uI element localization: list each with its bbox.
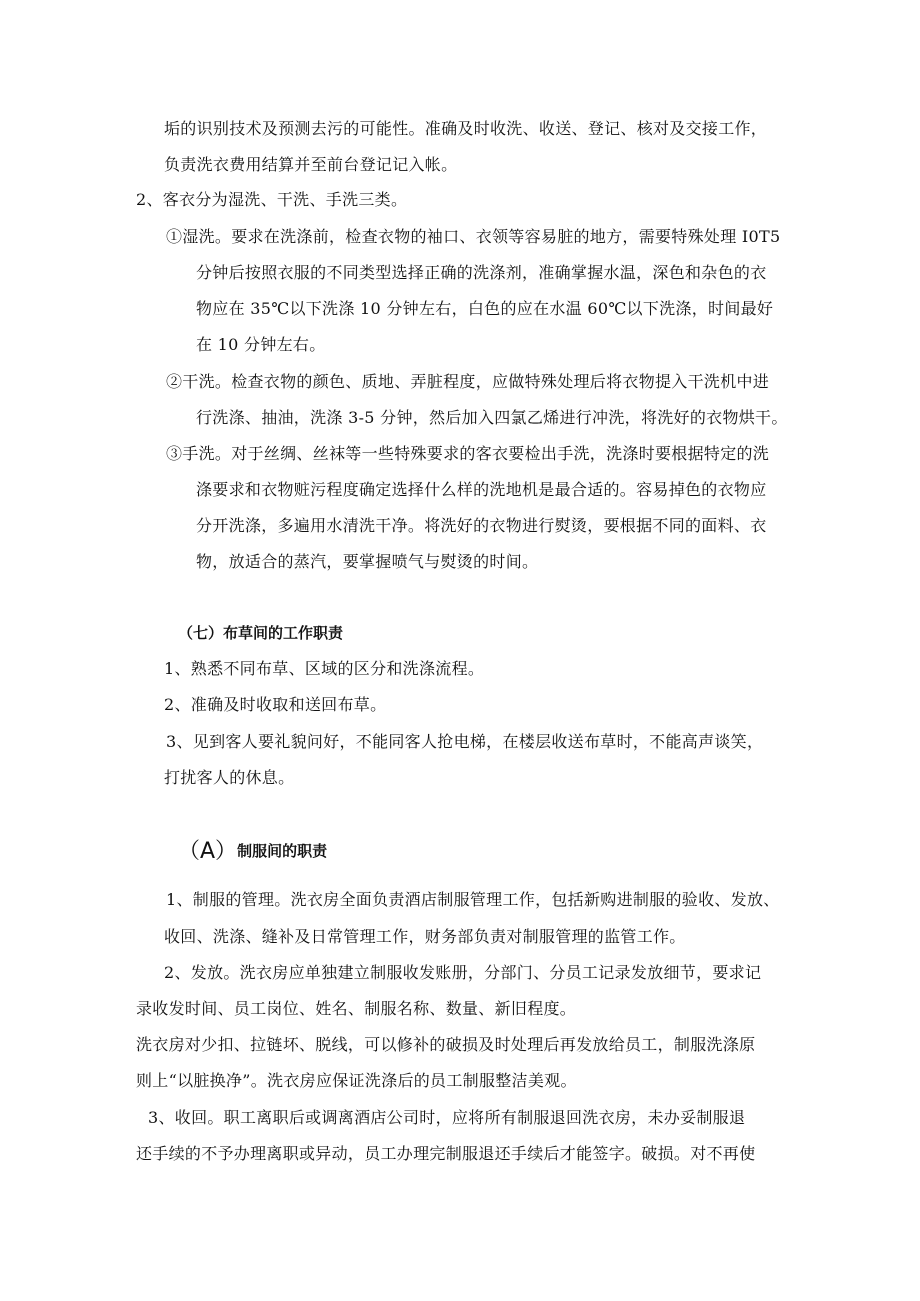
section-8-line-1: 1、制服的管理。洗衣房全面负责酒店制服管理工作，包括新购进制服的验收、发放、 (166, 890, 780, 909)
laundry-types-title: 2、客衣分为湿洗、干洗、手洗三类。 (136, 190, 408, 209)
wet-wash-line-2: 分钟后按照衣服的不同类型选择正确的洗涤剂，准确掌握水温，深色和杂色的衣 (196, 263, 767, 282)
section-8-heading (178, 840, 327, 863)
section-7-item-1: 1、熟悉不同布草、区域的区分和洗涤流程。 (164, 659, 485, 678)
section-8-heading-mark: （A） (178, 839, 238, 864)
wet-wash-line-1: ①湿洗。要求在洗涤前，检查衣物的袖口、衣领等容易脏的地方，需要特殊处理 I0T5 (166, 227, 781, 246)
section-8-line-7: 3、收回。职工离职后或调离酒店公司时，应将所有制服退回洗衣房，未办妥制服退 (148, 1108, 746, 1127)
section-8-line-2: 收回、洗涤、缝补及日常管理工作，财务部负责对制服管理的监管工作。 (164, 927, 686, 946)
hand-wash-line-3: 分开洗涤，多遍用水清洗干净。将洗好的衣物进行熨烫，要根据不同的面料、衣 (196, 516, 767, 535)
wet-wash-line-3: 物应在 35℃以下洗涤 10 分钟左右，白色的应在水温 60℃以下洗涤，时间最好 (196, 299, 774, 318)
section-7-item-3: 3、见到客人要礼貌问好，不能同客人抢电梯，在楼层收送布草时，不能高声谈笑， (166, 732, 764, 751)
intro-line-1: 垢的识别技术及预测去污的可能性。准确及时收洗、收送、登记、核对及交接工作， (164, 119, 768, 138)
section-7-heading: （七）布草间的工作职责 (178, 624, 344, 642)
section-7-item-3-cont: 打扰客人的休息。 (164, 768, 295, 787)
section-8-line-3: 2、发放。洗衣房应单独建立制服收发账册，分部门、分员工记录发放细节，要求记 (164, 963, 762, 982)
wet-wash-line-4: 在 10 分钟左右。 (196, 335, 326, 354)
hand-wash-line-2: 涤要求和衣物赃污程度确定选择什么样的洗地机是最合适的。容易掉色的衣物应 (196, 480, 767, 499)
section-8-heading-text: 制服间的职责 (237, 842, 328, 860)
section-8-line-6: 则上“以脏换净”。洗衣房应保证洗涤后的员工制服整洁美观。 (136, 1071, 577, 1090)
intro-line-2: 负责洗衣费用结算并至前台登记记入帐。 (164, 155, 458, 174)
section-8-line-5: 洗衣房对少扣、拉链坏、脱线，可以修补的破损及时处理后再发放给员工，制服洗涤原 (136, 1035, 756, 1054)
hand-wash-line-4: 物，放适合的蒸汽，要掌握喷气与熨烫的时间。 (196, 552, 539, 571)
section-8-line-8: 还手续的不予办理离职或异动，员工办理完制服退还手续后才能签字。破损。对不再使 (136, 1144, 756, 1163)
dry-wash-line-2: 行洗涤、抽油，洗涤 3-5 分钟，然后加入四氯乙烯进行冲洗，将洗好的衣物烘干。 (196, 408, 788, 427)
section-7-item-2: 2、准确及时收取和送回布草。 (164, 695, 387, 714)
hand-wash-line-1: ③手洗。对于丝绸、丝袜等一些特殊要求的客衣要检出手洗，洗涤时要根据特定的洗 (166, 444, 770, 463)
section-8-line-4: 录收发时间、员工岗位、姓名、制服名称、数量、新旧程度。 (136, 999, 577, 1018)
dry-wash-line-1: ②干洗。检查衣物的颜色、质地、弄脏程度，应做特殊处理后将衣物提入干洗机中进 (166, 372, 770, 391)
